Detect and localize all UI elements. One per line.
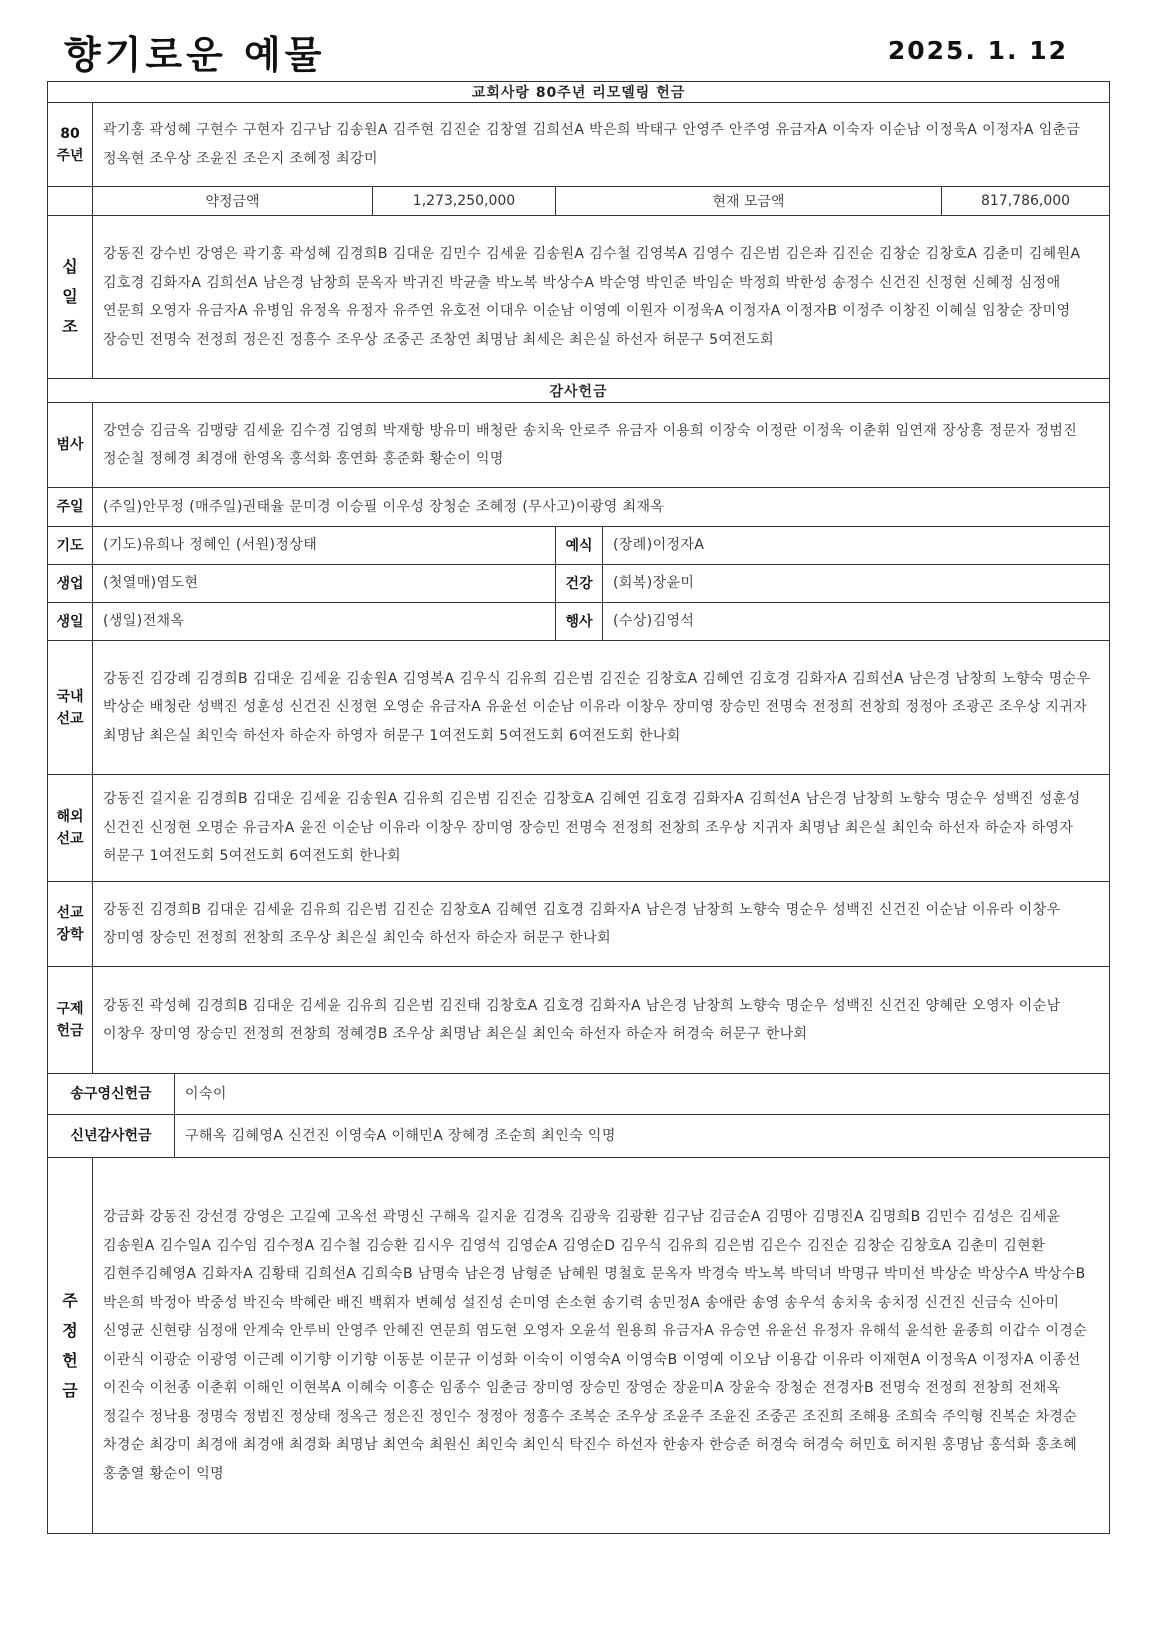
- tithe-names: 강동진 강수빈 강영은 곽기홍 곽성혜 김경희B 김대운 김민수 김세윤 김송원A 김수철 김영복A 김영수 김은범 김은좌 김진순 김창순 김창호A 김춘미 김혜원A 김호경 김화자A 김희선A 남은경 남창희 문옥자 박귀진 박균출 박노복 박상수A 박순영 박인준 박임순 박정희 박한성 송정수 신건진 신정현 신혜정 심정애 연문희 오영자 유금자A 유병임 유정옥 유정자 유주연 유호전 이대우 이순남 이영예 이원자 이정욱A 이정자A 이정자B 이정주 이창진 이혜실 임창순 장미영 장승민 전명숙 전정희 정은진 정흥수 조우상 조중곤 조창연 최명남 최세은 최은실 하선자 허문구 5여전도회: [93, 216, 1110, 379]
- juil-label: 주일: [48, 488, 93, 527]
- pledge-amount: 1,273,250,000: [373, 187, 556, 216]
- newyear-offering-names: 구해옥 김혜영A 신건진 이영숙A 이해민A 장혜경 조순희 최인숙 익명: [175, 1115, 1110, 1158]
- juil-names: (주일)안무정 (매주일)권태율 문미경 이승필 이우성 장청순 조혜정 (무사고)이광영 최재옥: [93, 488, 1110, 527]
- current-label: 현재 모금액: [556, 187, 942, 216]
- saengup-names: (첫열매)염도현: [93, 565, 556, 603]
- newyear-offering-label: 신년감사헌금: [48, 1115, 175, 1158]
- overseas-mission-label: 해외 선교: [48, 775, 93, 882]
- document-date: 2025. 1. 12: [887, 36, 1068, 65]
- saengup-label: 생업: [48, 565, 93, 603]
- yesik-names: (장례)이정자A: [603, 527, 1110, 565]
- haengsa-label: 행사: [556, 603, 603, 641]
- weekly-offering-label: 주 정 헌 금: [48, 1158, 93, 1534]
- anniversary-label: 80 주년: [48, 103, 93, 187]
- weekly-offering-names: 강금화 강동진 강선경 강영은 고길예 고옥선 곽명신 구해옥 길지윤 김경옥 김광욱 김광환 김구남 김금순A 김명아 김명진A 김명희B 김민수 김성은 김세윤 김송원A 김수일A 김수임 김수정A 김수철 김승환 김시우 김영석 김영순A 김영순D 김우식 김유희 김은범 김은수 김진순 김창순 김창호A 김춘미 김현환 김현주김혜영A 김화자A 김황태 김희선A 김희숙B 남명숙 남은경 남형준 남혜원 명철호 문옥자 박경숙 박노복 박덕녀 박명규 박미선 박상순 박상수A 박상수B 박은희 박정아 박중성 박진숙 박혜란 배진 백휘자 변혜성 설진성 손미영 손소현 송기력 송민정A 송애란 송영 송우석 송치욱 송치정 신건진 신금숙 신아미 신영균 신현량 심정애 안계숙 안루비 안영주 안혜진 연문희 염도현 오영자 오윤석 원용희 유금자A 유승연 유윤선 유정자 유해석 윤석한 윤종희 이갑수 이경순 이관식 이광순 이광영 이근례 이기향 이기향 이동분 이문규 이성화 이숙이 이영숙A 이영숙B 이영예 이오남 이용갑 이유라 이재현A 이정욱A 이정자A 이종선 이진숙 이천종 이춘휘 이해인 이현복A 이혜숙 이흥순 임종수 임춘금 장미영 장승민 장영순 장윤미A 장윤숙 장청순 전경자B 전명숙 전정희 전창희 전채옥 정길수 정낙용 정명숙 정범진 정상태 정옥근 정은진 정인수 정정아 정흥수 조복순 조우상 조윤주 조윤진 조중곤 조진희 조해용 조희숙 주익형 진복순 차경순 차경순 최강미 최경애 최경애 최경화 최명남 최연숙 최원신 최인숙 최인식 탁진수 하선자 한송자 한승준 허경숙 허경숙 허민호 허지원 홍명남 홍석화 홍초혜 홍충열 황순이 익명: [93, 1158, 1110, 1534]
- overseas-mission-names: 강동진 길지윤 김경희B 김대운 김세윤 김송원A 김유희 김은범 김진순 김창호A 김혜연 김호경 김화자A 김희선A 남은경 남창희 노향숙 명순우 성백진 성훈성 신건진 신정현 오명순 유금자A 윤진 이순남 이유라 이창우 장미영 장승민 전명숙 전정희 전창희 조우상 지귀자 최명남 최은실 최인숙 하선자 하순자 하영자 허문구 1여전도회 5여전도회 6여전도회 한나회: [93, 775, 1110, 882]
- offering-table: [47, 81, 1110, 1534]
- domestic-mission-names: 강동진 김강례 김경희B 김대운 김세윤 김송원A 김영복A 김우식 김유희 김은범 김진순 김창호A 김혜연 김호경 김화자A 김희선A 남은경 남창희 노향숙 명순우 박상순 배청란 성백진 성훈성 신건진 신정현 오영순 유금자A 유윤선 이순남 이유라 이창우 장미영 장승민 전명숙 전정희 전창희 정정아 조광곤 조우상 지귀자 최명남 최은실 최인숙 하선자 하순자 하영자 허문구 1여전도회 5여전도회 6여전도회 한나회: [93, 641, 1110, 775]
- gido-label: 기도: [48, 527, 93, 565]
- domestic-mission-label: 국내 선교: [48, 641, 93, 775]
- geongang-label: 건강: [556, 565, 603, 603]
- farewell-offering-label: 송구영신헌금: [48, 1074, 175, 1115]
- bumsa-names: 강연승 김금옥 김맹량 김세윤 김수경 김영희 박재항 방유미 배청란 송치욱 안로주 유금자 이용희 이장숙 이정란 이정욱 이춘휘 임연재 장상흥 정문자 정범진 정순칠 정혜경 최경애 한영옥 홍석화 홍연화 홍준화 황순이 익명: [93, 403, 1110, 488]
- geongang-names: (회복)장윤미: [603, 565, 1110, 603]
- saengil-label: 생일: [48, 603, 93, 641]
- mission-scholarship-names: 강동진 김경희B 김대운 김세윤 김유희 김은범 김진순 김창호A 김혜연 김호경 김화자A 남은경 남창희 노향숙 명순우 성백진 신건진 이순남 이유라 이창우 장미영 장승민 전정희 전창희 조우상 최은실 최인숙 하선자 하순자 허문구 한나회: [93, 882, 1110, 967]
- thanks-section-title: 감사헌금: [48, 379, 1110, 403]
- gido-names: (기도)유희나 정혜인 (서원)정상태: [93, 527, 556, 565]
- relief-offering-names: 강동진 곽성혜 김경희B 김대운 김세윤 김유희 김은범 김진태 김창호A 김호경 김화자A 남은경 남창희 노향숙 명순우 성백진 신건진 양혜란 오영자 이순남 이창우 장미영 장승민 전정희 전창희 정혜경B 조우상 최명남 최은실 최인숙 하선자 하순자 허경숙 허문구 한나회: [93, 967, 1110, 1074]
- tithe-label: 십 일 조: [48, 216, 93, 379]
- farewell-offering-names: 이숙이: [175, 1074, 1110, 1115]
- haengsa-names: (수상)김영석: [603, 603, 1110, 641]
- bumsa-label: 범사: [48, 403, 93, 488]
- relief-offering-label: 구제 헌금: [48, 967, 93, 1074]
- current-amount: 817,786,000: [942, 187, 1110, 216]
- remodel-section-title: 교회사랑 80주년 리모델링 헌금: [48, 82, 1110, 103]
- mission-scholarship-label: 선교 장학: [48, 882, 93, 967]
- document-title: 향기로운 예물: [64, 33, 326, 77]
- anniversary-names: 곽기홍 곽성혜 구현수 구현자 김구남 김송원A 김주현 김진순 김창열 김희선A 박은희 박태구 안영주 안주영 유금자A 이숙자 이순남 이정욱A 이정자A 임춘금 정옥현 조우상 조윤진 조은지 조혜정 최강미: [93, 103, 1110, 187]
- saengil-names: (생일)전채옥: [93, 603, 556, 641]
- yesik-label: 예식: [556, 527, 603, 565]
- anniversary-amount-spacer: [48, 187, 93, 216]
- pledge-label: 약정금액: [93, 187, 373, 216]
